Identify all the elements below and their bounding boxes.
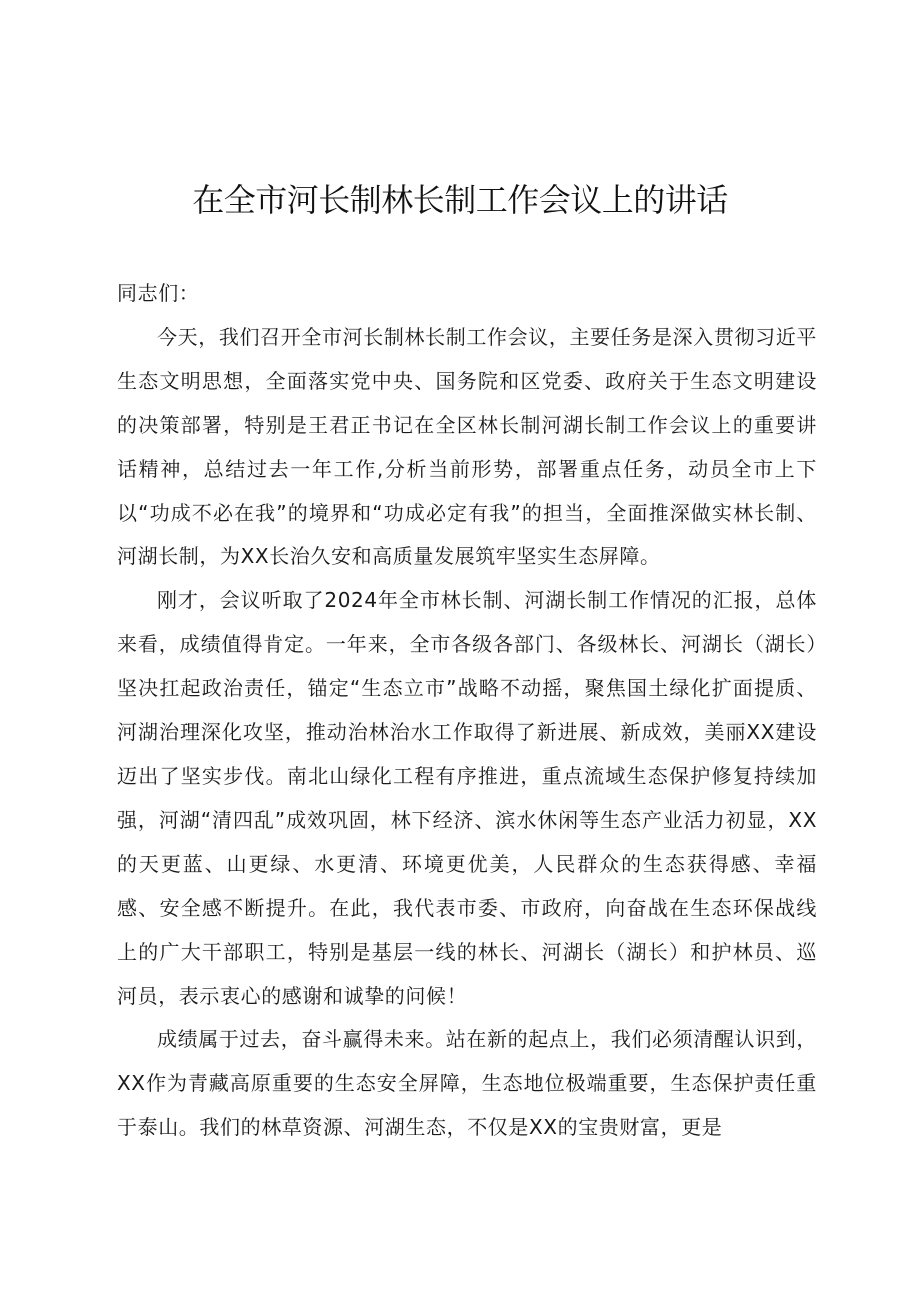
greeting: 同志们：	[117, 281, 200, 305]
paragraph-2: 刚才，会议听取了2024年全市林长制、河湖长制工作情况的汇报，总体来看，成绩值得肯定。一年来，全市各级各部门、各级林长、河湖长（湖长）坚决扛起政治责任，锚定“生态立市”战略不动摇，聚焦国土绿化扩面提质、河湖治理深化攻坚，推动治林治水工作取得了新进展、新成效，美丽XX建设迈出了坚实步伐。南北山绿化工程有序推进，重点流域生态保护修复持续加强，河湖“清四乱”成效巩固，林下经济、滨水休闲等生态产业活力初显，XX的天更蓝、山更绿、水更清、环境更优美，人民群众的生态获得感、幸福感、安全感不断提升。在此，我代表市委、市政府，向奋战在生态环保战线上的广大干部职工，特别是基层一线的林长、河湖长（湖长）和护林员、巡河员，表示衷心的感谢和诚挚的问候！	[117, 588, 817, 1008]
paragraph-1: 今天，我们召开全市河长制林长制工作会议，主要任务是深入贯彻习近平生态文明思想，全面落实党中央、国务院和区党委、政府关于生态文明建设的决策部署，特别是王君正书记在全区林长制河湖长制工作会议上的重要讲话精神，总结过去一年工作,分析当前形势，部署重点任务，动员全市上下以“功成不必在我”的境界和“功成必定有我”的担当，全面推深做实林长制、河湖长制，为XX长治久安和高质量发展筑牢坚实生态屏障。	[117, 324, 817, 569]
document-title: 在全市河长制林长制工作会议上的讲话	[192, 181, 728, 219]
paragraph-3: 成绩属于过去，奋斗赢得未来。站在新的起点上，我们必须清醒认识到，XX作为青藏高原重要的生态安全屏障，生态地位极端重要，生态保护责任重于泰山。我们的林草资源、河湖生态，不仅是XX的宝贵财富，更是	[117, 1027, 817, 1140]
document-body	[117, 272, 817, 1150]
